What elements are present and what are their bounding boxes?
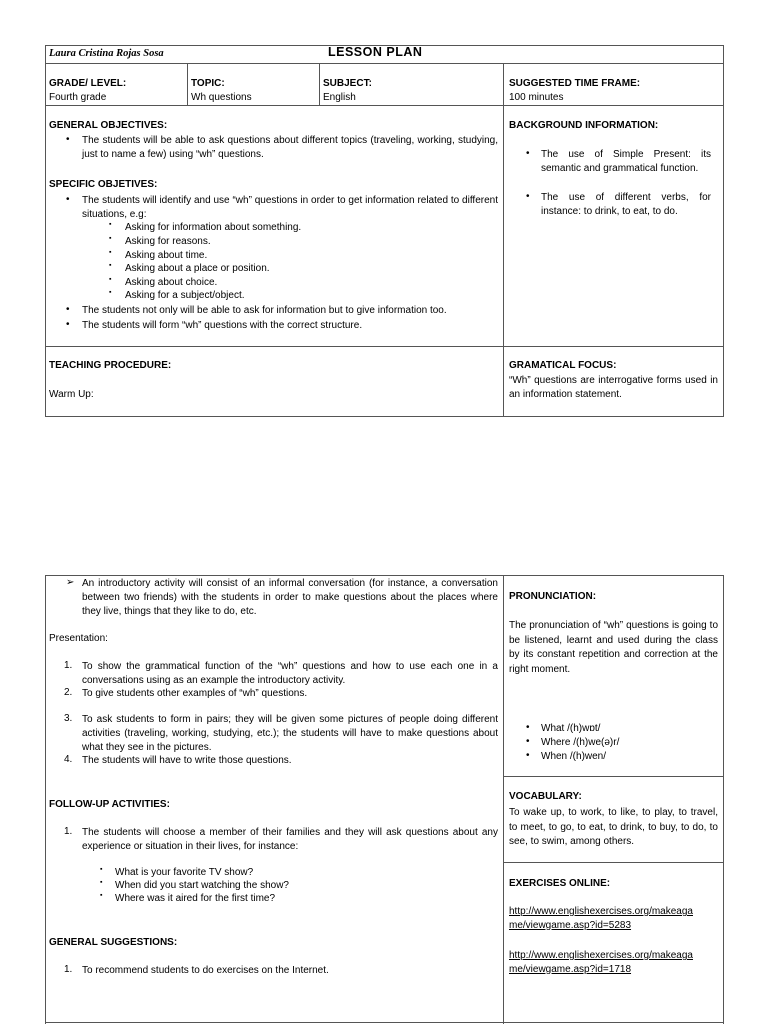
topic-value: Wh questions — [191, 92, 252, 103]
bullet-dot: • — [526, 191, 530, 202]
square-bullet: ▪ — [109, 249, 112, 256]
bullet-dot: • — [526, 750, 530, 761]
list-number: 1. — [64, 964, 73, 975]
vocabulary-text: To wake up, to work, to like, to play, to travel, to meet, to go, to eat, to drink, to buy, to do, to see, to swim, among others. — [509, 807, 718, 847]
sub-objective-item: Asking for a subject/object. — [125, 290, 245, 301]
pronunciation-item: When /(h)wen/ — [541, 751, 607, 762]
follow-up-question: What is your favorite TV show? — [115, 867, 254, 878]
pronunciation-text: The pronunciation of “wh” questions is going to be listened, learnt and used during the class by its constant repetition and correction at the right moment. — [509, 620, 718, 675]
follow-up-question: When did you start watching the show? — [115, 880, 289, 891]
exercise-link-1-line-2: me/viewgame.asp?id=5283 — [509, 919, 632, 931]
grade-value: Fourth grade — [49, 92, 107, 103]
presentation-step: The students will have to write those questions. — [82, 755, 292, 766]
arrow-bullet-icon: ➢ — [66, 577, 75, 588]
bullet-dot: • — [66, 319, 70, 330]
sub-objective-item: Asking for reasons. — [125, 236, 211, 247]
pronunciation-heading: PRONUNCIATION: — [509, 591, 597, 602]
author-name: Laura Cristina Rojas Sosa — [49, 48, 164, 59]
square-bullet: ▪ — [109, 289, 112, 296]
grade-label: GRADE/ LEVEL: — [49, 78, 127, 89]
background-item: The use of Simple Present: its semantic and grammatical function. — [541, 149, 711, 174]
specific-objective-item: The students will form “wh” questions with the correct structure. — [82, 320, 363, 331]
exercises-online-heading: EXERCISES ONLINE: — [509, 878, 611, 889]
pronunciation-item: Where /(h)we(ə)r/ — [541, 737, 620, 748]
sub-objective-item: Asking about time. — [125, 250, 208, 261]
background-item: The use of different verbs, for instance: to drink, to eat, to do. — [541, 192, 711, 217]
bullet-dot: • — [526, 722, 530, 733]
pronunciation-item: What /(h)wɒt/ — [541, 723, 601, 734]
specific-objective-item: The students not only will be able to ask for information but to give information too. — [82, 305, 447, 316]
follow-up-heading: FOLLOW-UP ACTIVITIES: — [49, 799, 170, 810]
list-number: 4. — [64, 754, 73, 765]
grammatical-focus-heading: GRAMATICAL FOCUS: — [509, 360, 617, 371]
general-suggestions-heading: GENERAL SUGGESTIONS: — [49, 937, 178, 948]
subject-label: SUBJECT: — [323, 78, 372, 89]
bullet-dot: • — [66, 194, 70, 205]
list-number: 1. — [64, 660, 73, 671]
bullet-dot: • — [66, 134, 70, 145]
page-title: LESSON PLAN — [328, 45, 423, 59]
grammatical-focus-text: “Wh” questions are interrogative forms used in an information statement. — [509, 375, 718, 400]
presentation-step: To give students other examples of “wh” questions. — [82, 688, 308, 699]
introductory-activity-text: An introductory activity will consist of an informal conversation (for instance, a conversation between two friends) with the students in order to make questions about the places where they live, things that they like to do, etc. — [82, 578, 498, 617]
square-bullet: ▪ — [109, 262, 112, 269]
time-frame-value: 100 minutes — [509, 92, 564, 103]
warm-up-label: Warm Up: — [49, 389, 94, 400]
general-objectives-heading: GENERAL OBJECTIVES: — [49, 120, 168, 131]
bullet-dot: • — [526, 148, 530, 159]
follow-up-item: The students will choose a member of their families and they will ask questions about any experience or situation in their lives, for instance: — [82, 827, 498, 852]
follow-up-question: Where was it aired for the first time? — [115, 893, 276, 904]
sub-objective-item: Asking about a place or position. — [125, 263, 270, 274]
square-bullet: ▪ — [109, 221, 112, 228]
list-number: 2. — [64, 687, 73, 698]
background-heading: BACKGROUND INFORMATION: — [509, 120, 659, 131]
presentation-step: To ask students to form in pairs; they will be given some pictures of people doing different activities (traveling, working, studying, etc.); the students will have to make questions about what they see in the pictures. — [82, 714, 498, 753]
presentation-step: To show the grammatical function of the “wh” questions and how to use each one in a conversations using as an example the introductory activity. — [82, 661, 498, 686]
topic-label: TOPIC: — [191, 78, 225, 89]
square-bullet: ▪ — [100, 892, 103, 899]
list-number: 1. — [64, 826, 73, 837]
square-bullet: ▪ — [109, 235, 112, 242]
square-bullet: ▪ — [100, 879, 103, 886]
specific-objective-item: The students will identify and use “wh” questions in order to get information related to different situations, e.g: — [82, 195, 498, 220]
exercise-link-1[interactable] — [509, 905, 693, 932]
square-bullet: ▪ — [100, 866, 103, 873]
vocabulary-heading: VOCABULARY: — [509, 791, 582, 802]
exercise-link-2-line-1: http://www.englishexercises.org/makeaga — [509, 950, 693, 961]
general-objective-item: The students will be able to ask questions about different topics (traveling, working, studying, just to name a few) using “wh” questions. — [82, 135, 498, 160]
sub-objective-item: Asking about choice. — [125, 277, 218, 288]
exercise-link-2[interactable] — [509, 949, 693, 976]
suggestion-item: To recommend students to do exercises on the Internet. — [82, 965, 329, 976]
sub-objective-item: Asking for information about something. — [125, 222, 302, 233]
specific-objectives-heading: SPECIFIC OBJETIVES: — [49, 179, 158, 190]
presentation-label: Presentation: — [49, 633, 108, 644]
subject-value: English — [323, 92, 356, 103]
exercise-link-2-line-2: me/viewgame.asp?id=1718 — [509, 963, 632, 975]
teaching-procedure-heading: TEACHING PROCEDURE: — [49, 360, 172, 371]
time-frame-label: SUGGESTED TIME FRAME: — [509, 78, 641, 89]
exercise-link-1-line-1: http://www.englishexercises.org/makeaga — [509, 906, 693, 917]
bullet-dot: • — [66, 304, 70, 315]
square-bullet: ▪ — [109, 276, 112, 283]
list-number: 3. — [64, 713, 73, 724]
bullet-dot: • — [526, 736, 530, 747]
